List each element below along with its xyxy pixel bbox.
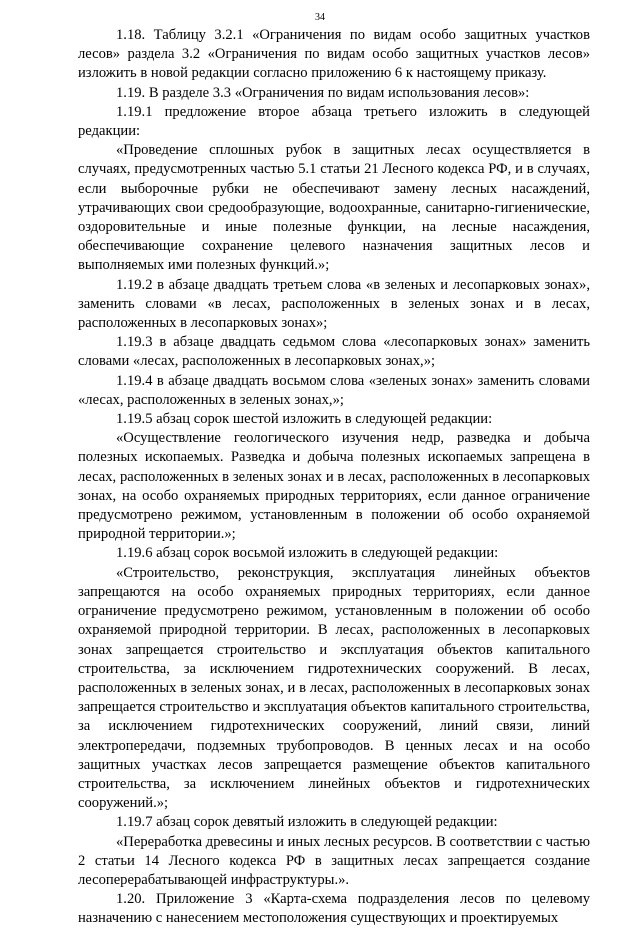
quote-geology: «Осуществление геологического изучения недр, разведка и добыча полезных ископаемых. Разведка и добыча полезных ископаемых запрещена в лесах, расположенных в зеленых зонах и в лесах, расположенных в лесопарковых зонах, на особо охраняемых природных территориях, если данное ограничение предусмотрено режимом, установленным в положении об особо охраняемой природной территории.»; [78, 430, 590, 543]
paragraph-1-18: 1.18. Таблицу 3.2.1 «Ограничения по видам особо защитных участков лесов» раздела 3.2 «Ограничения по видам особо защитных участков лесов» изложить в новой редакции согласно приложению 6 к настоящему приказу. [78, 27, 590, 82]
paragraph-1-19: 1.19. В разделе 3.3 «Ограничения по видам использования лесов»: [116, 84, 530, 101]
paragraph-1-19-7: 1.19.7 абзац сорок девятый изложить в следующей редакции: [116, 814, 498, 831]
paragraph-1-19-6: 1.19.6 абзац сорок восьмой изложить в следующей редакции: [116, 545, 499, 562]
paragraph-1-20: 1.20. Приложение 3 «Карта-схема подразделения лесов по целевому назначению с нанесением местоположения существующих и проектируемых [78, 891, 590, 927]
paragraph-1-19-5: 1.19.5 абзац сорок шестой изложить в следующей редакции: [116, 411, 493, 428]
quote-felling: «Проведение сплошных рубок в защитных лесах осуществляется в случаях, предусмотренных частью 5.1 статьи 21 Лесного кодекса РФ, и в случаях, если выборочные рубки не обеспечивают замену лесных насаждений, утрачивающих свои средообразующие, водоохранные, санитарно-гигиенические, оздоровительные и иные полезные функции, на лесные насаждения, обеспечивающие сохранение целевого назначения защитных лесов и выполняемых ими полезных функций.»; [78, 142, 590, 274]
page-number: 34 [315, 12, 325, 23]
paragraph-1-19-4: 1.19.4 в абзаце двадцать восьмом слова «зеленых зонах» заменить словами «лесах, расположенных в зеленых зонах,»; [78, 372, 590, 408]
quote-construction: «Строительство, реконструкция, эксплуатация линейных объектов запрещаются на особо охраняемых природных территориях, если данное ограничение предусмотрено режимом, установленным в положении об особо охраняемой природной территории. В лесах, расположенных в лесопарковых зонах запрещается строительство и эксплуатация объектов капитального строительства, за исключением гидротехнических сооружений. В лесах, расположенных в зеленых зонах, и в лесах, расположенных в лесопарковых зонах запрещается строительство и эксплуатация объектов капитального строительства, за исключением гидротехнических сооружений, линий связи, линий электропередачи, подземных трубопроводов. В ценных лесах и на особо защитных участках лесов запрещается размещение объектов капитального строительства, за исключением линейных объектов и гидротехнических сооружений.»; [78, 564, 590, 812]
paragraph-1-19-2: 1.19.2 в абзаце двадцать третьем слова «в зеленых и лесопарковых зонах», заменить словами «в лесах, расположенных в зеленых зонах и в лесах, расположенных в лесопарковых зонах»; [78, 276, 590, 332]
quote-wood-processing: «Переработка древесины и иных лесных ресурсов. В соответствии с частью 2 статьи 14 Лесного кодекса РФ в защитных лесах запрещается создание лесоперерабатывающей инфраструктуры.». [78, 833, 590, 888]
paragraph-1-19-1: 1.19.1 предложение второе абзаца третьего изложить в следующей редакции: [78, 103, 590, 140]
paragraph-1-19-3: 1.19.3 в абзаце двадцать седьмом слова «лесопарковых зонах» заменить словами «лесах, расположенных в лесопарковых зонах,»; [78, 334, 590, 370]
document-body [78, 26, 590, 929]
